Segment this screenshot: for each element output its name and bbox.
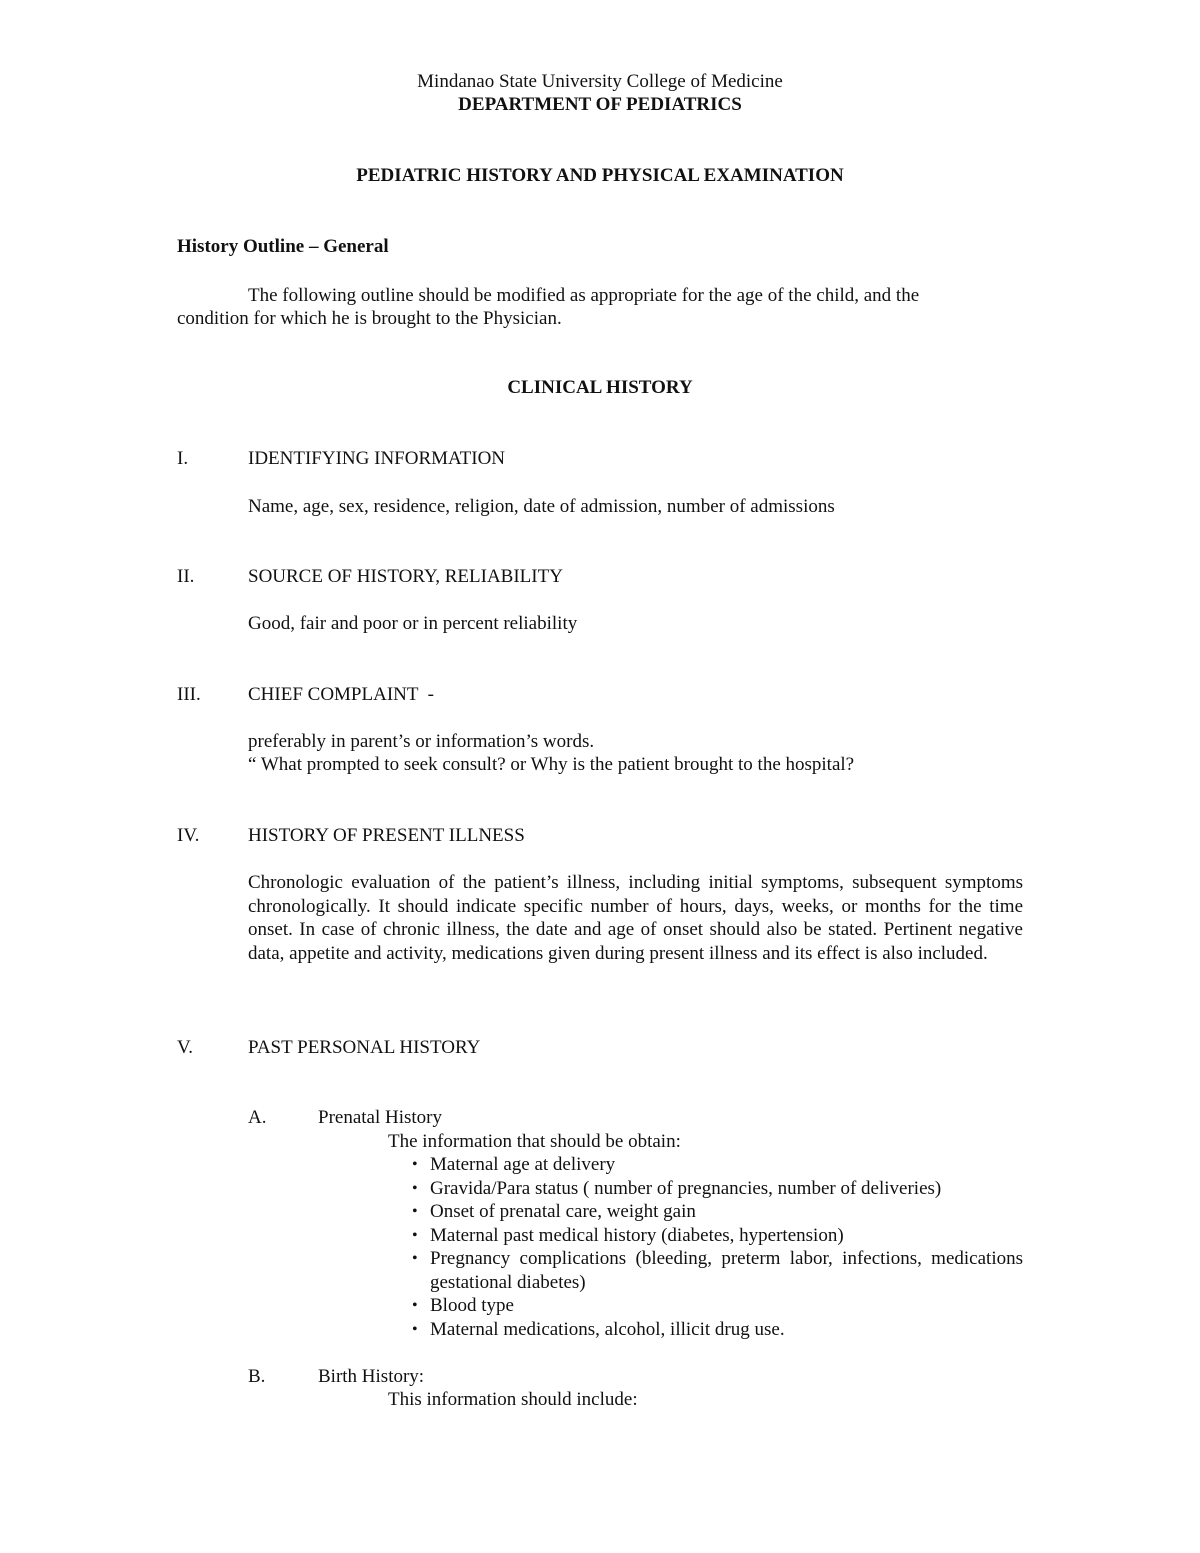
outline-intro-line2: condition for which he is brought to the Physician. xyxy=(177,308,562,329)
section-title-chief-complaint: CHIEF COMPLAINT - xyxy=(248,684,434,705)
chief-complaint-line1: preferably in parent’s or information’s words. xyxy=(248,731,595,752)
chief-complaint-line2: “ What prompted to seek consult? or Why is the patient brought to the hospital? xyxy=(248,754,855,775)
section-numeral: I. xyxy=(177,448,189,469)
subsection-letter: B. xyxy=(248,1366,266,1387)
list-item: • Maternal age at delivery xyxy=(430,1153,1023,1177)
subsection-title-birth: Birth History: xyxy=(318,1366,425,1387)
present-illness-body: Chronologic evaluation of the patient’s illness, including initial symptoms, subsequent symptoms chronologically. It should indicate specific number of hours, days, weeks, or months for the time onset. In case of chronic illness, the date and age of onset should also be stated. Pertinent negative data, appetite and activity, medications given during present illness and its effect is also included. xyxy=(248,872,1023,964)
list-item: • Maternal past medical history (diabetes, hypertension) xyxy=(430,1224,1023,1248)
section-body-source: Good, fair and poor or in percent reliability xyxy=(248,613,578,634)
subsection-title-prenatal: Prenatal History xyxy=(318,1107,443,1128)
list-item: • Maternal medications, alcohol, illicit drug use. xyxy=(430,1318,1023,1342)
document-title: PEDIATRIC HISTORY AND PHYSICAL EXAMINATION xyxy=(356,165,844,186)
section-title-present-illness: HISTORY OF PRESENT ILLNESS xyxy=(248,825,525,846)
list-item: • Gravida/Para status ( number of pregnancies, number of deliveries) xyxy=(430,1177,1023,1201)
department-name: DEPARTMENT OF PEDIATRICS xyxy=(458,94,742,115)
clinical-history-heading: CLINICAL HISTORY xyxy=(507,377,693,398)
institution-name: Mindanao State University College of Medicine xyxy=(417,71,783,92)
list-item: • Onset of prenatal care, weight gain xyxy=(430,1200,1023,1224)
outline-heading: History Outline – General xyxy=(177,236,389,257)
list-item: • Pregnancy complications (bleeding, preterm labor, infections, medications gestational diabetes) xyxy=(430,1247,1023,1294)
list-item: • Blood type xyxy=(430,1294,1023,1318)
section-body-identifying: Name, age, sex, residence, religion, date of admission, number of admissions xyxy=(248,496,835,517)
section-title-identifying: IDENTIFYING INFORMATION xyxy=(248,448,506,469)
birth-lead: This information should include: xyxy=(388,1389,638,1410)
outline-intro-line1: The following outline should be modified as appropriate for the age of the child, and the xyxy=(248,285,920,306)
section-numeral: V. xyxy=(177,1037,194,1058)
section-title-past-personal: PAST PERSONAL HISTORY xyxy=(248,1037,481,1058)
section-numeral: II. xyxy=(177,566,195,587)
section-numeral: III. xyxy=(177,684,201,705)
section-title-source: SOURCE OF HISTORY, RELIABILITY xyxy=(248,566,563,587)
prenatal-lead: The information that should be obtain: xyxy=(388,1131,681,1152)
section-numeral: IV. xyxy=(177,825,200,846)
subsection-letter: A. xyxy=(248,1107,267,1128)
